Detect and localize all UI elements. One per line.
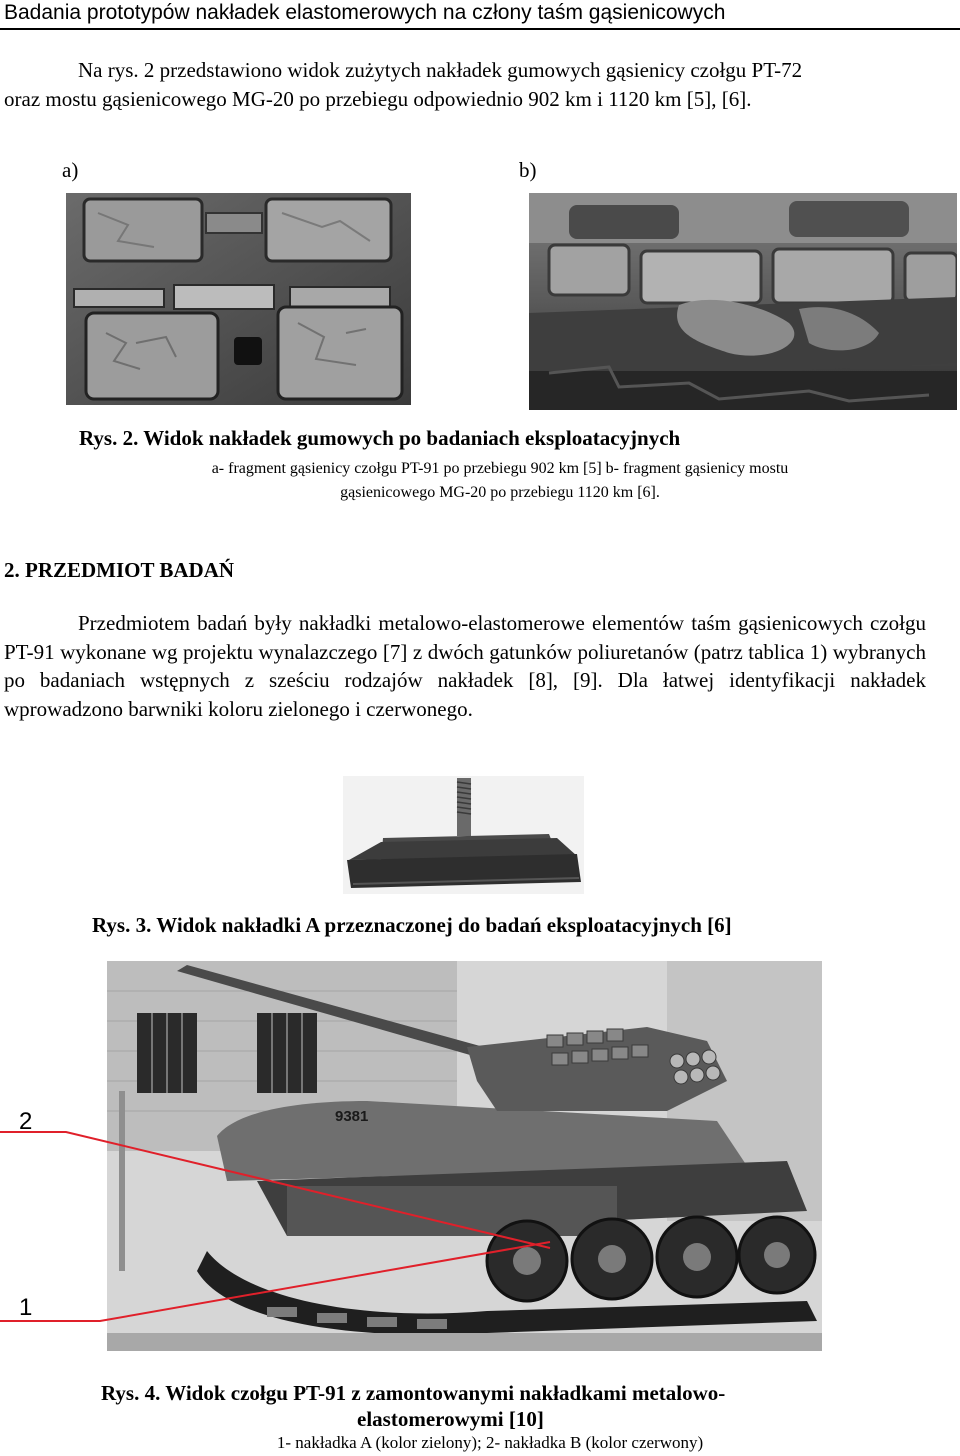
figure4-caption-line-1: Rys. 4. Widok czołgu PT-91 z zamontowanymi nakładkami metalowo- xyxy=(101,1381,726,1405)
figure4-caption-line-2: elastomerowymi [10] xyxy=(357,1407,544,1431)
running-head: Badania prototypów nakładek elastomerowych na człony taśm gąsienicowych xyxy=(0,0,960,30)
intro-paragraph xyxy=(0,56,960,114)
section-heading: 2. PRZEDMIOT BADAŃ xyxy=(4,558,235,582)
figure4-leader-lines xyxy=(0,1110,560,1340)
leader-line-2 xyxy=(0,1132,550,1248)
figure2b-photo xyxy=(529,193,957,410)
figure2-label-a: a) xyxy=(62,158,79,182)
intro-line-1: Na rys. 2 przedstawiono widok zużytych nakładek gumowych gąsienicy czołgu PT-72 xyxy=(78,58,803,82)
figure4-legend: 1- nakładka A (kolor zielony); 2- nakładka B (kolor czerwony) xyxy=(276,1433,704,1452)
figure3-photo xyxy=(343,776,584,894)
section-paragraph: Przedmiotem badań były nakładki metalowo-elastomerowe elementów taśm gąsienicowych czołgu PT-91 wykonane wg projektu wynalazczego [7] z dwóch gatunków poliuretanów (patrz tablica 1) wybranych po badaniach wstępnych z sześciu rodzajów nakładek [8], [9]. Dla łatwej identyfikacji nakładek wprowadzono barwniki koloru zielonego i czerwonego. xyxy=(4,611,926,721)
figure2a-photo xyxy=(66,193,411,405)
figure2-caption-line-1: a- fragment gąsienicy czołgu PT-91 po przebiegu 902 km [5] b- fragment gąsienicy mostu xyxy=(211,460,789,477)
figure2-title: Rys. 2. Widok nakładek gumowych po badaniach eksploatacyjnych xyxy=(79,426,681,450)
section-body xyxy=(4,609,926,723)
figure3-caption: Rys. 3. Widok nakładki A przeznaczonej do badań eksploatacyjnych [6] xyxy=(92,913,732,937)
figure2-caption-line-2: gąsienicowego MG-20 po przebiegu 1120 km [6]. xyxy=(340,484,660,501)
hull-number: 9381 xyxy=(335,1108,369,1125)
leader-line-1 xyxy=(0,1242,550,1321)
intro-line-2: oraz mostu gąsienicowego MG-20 po przebiegu odpowiednio 902 km i 1120 km [5], [6]. xyxy=(4,87,752,111)
figure2-label-b: b) xyxy=(519,158,537,182)
figure4-label-2: 2 xyxy=(19,1108,33,1135)
figure4-label-1: 1 xyxy=(19,1294,33,1321)
